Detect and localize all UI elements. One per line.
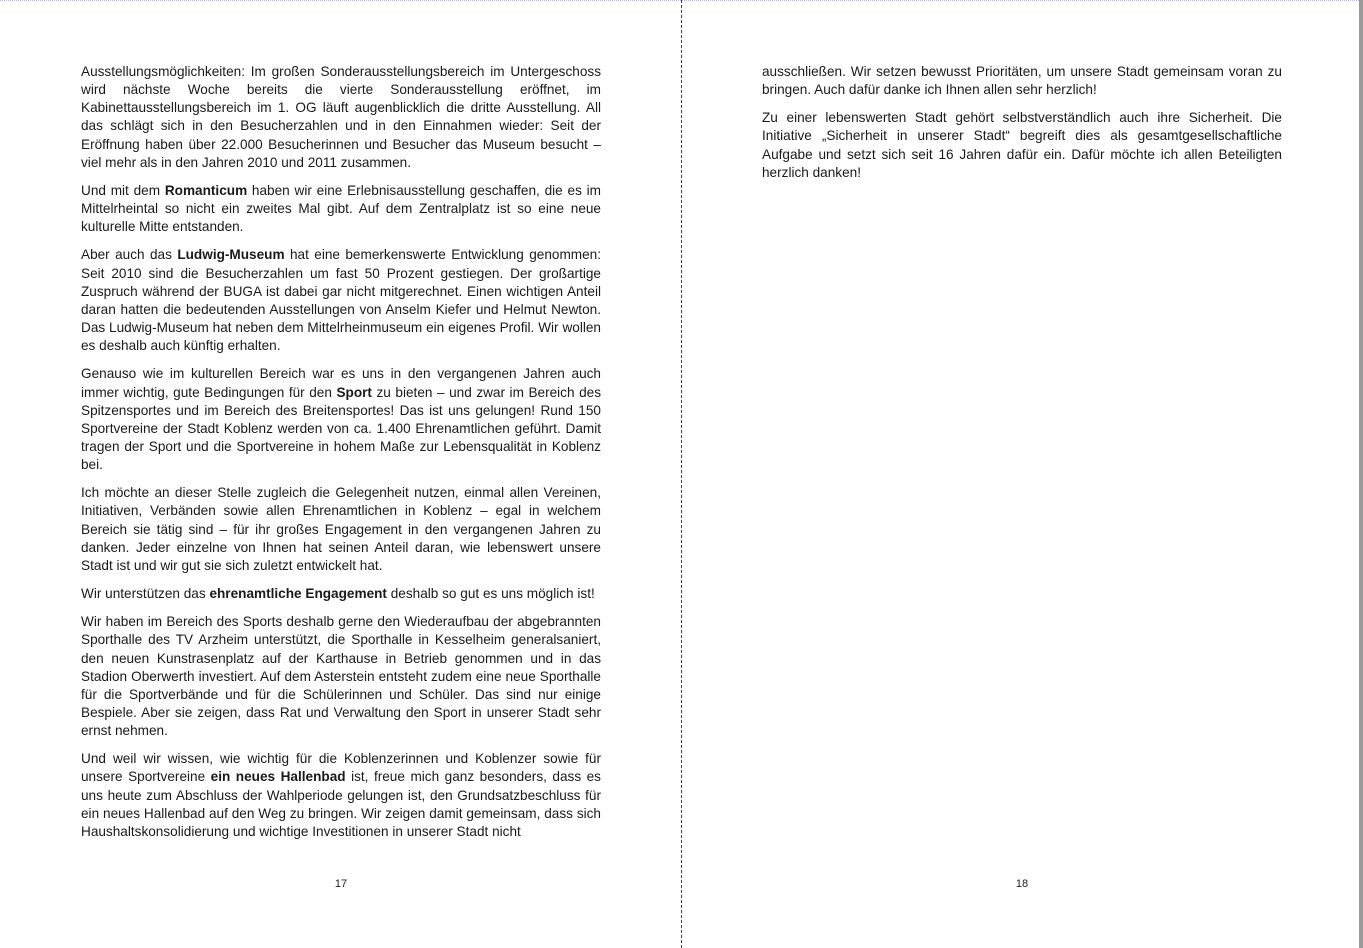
page-number: 17 — [334, 878, 348, 890]
text-run: Genauso wie im kulturellen Bereich war es uns in den vergangenen Jahren auch immer wichtig, gute Bedingungen für den — [81, 366, 601, 400]
text-run: zu bieten – und zwar im Bereich des Spitzensportes und im Bereich des Breitensportes! Das ist uns gelungen! Rund 150 Sportvereine der Stadt Koblenz werden von ca. 1.400 Ehrenamtlichen geführt. Damit tragen der Sport und die Sportvereine in hohem Maße zur Lebensqualität in Koblenz bei. — [81, 384, 601, 473]
paragraph — [81, 246, 601, 355]
text-run: ausschließen. Wir setzen bewusst Prioritäten, um unsere Stadt gemeinsam voran zu bringen. Auch dafür danke ich Ihnen allen sehr herzlich! — [762, 64, 1282, 98]
page-17 — [0, 0, 681, 948]
bold-term-romanticum: Romanticum — [164, 182, 248, 198]
text-run: ist, freue mich ganz besonders, dass es uns heute zum Abschluss der Wahlperiode gelungen ist, den Grundsatzbeschluss für ein neues Hallenbad auf den Weg zu bringen. Wir zeigen damit gemeinsam, dass sich Haushaltskonsolidierung und wichtige Investitionen in unserer Stadt nicht — [81, 769, 601, 839]
text-column — [762, 63, 1282, 192]
paragraph — [81, 63, 601, 172]
text-column — [81, 63, 601, 851]
text-run: Ausstellungsmöglichkeiten: Im großen Sonderausstellungsbereich im Untergeschoss wird nächste Woche bereits die vierte Sonderausstellung eröffnet, im Kabinettausstellungsbereich im 1. OG läuft augenblicklich die dritte Ausstellung. All das schlägt sich in den Besucherzahlen und in den Einnahmen wieder: Seit der Eröffnung haben über 22.000 Besucherinnen und Besucher das Museum besucht – viel mehr als in den Jahren 2010 und 2011 zusammen. — [81, 64, 601, 170]
bold-term-hallenbad: ein neues Hallenbad — [210, 769, 346, 785]
text-run: Wir unterstützen das — [81, 586, 210, 602]
page-18 — [682, 0, 1359, 948]
text-run: deshalb so gut es uns möglich ist! — [386, 586, 595, 602]
text-run: Aber auch das — [81, 247, 178, 263]
paragraph — [81, 365, 601, 474]
paragraph — [81, 750, 601, 841]
text-run: Zu einer lebenswerten Stadt gehört selbstverständlich auch ihre Sicherheit. Die Initiative „Sicherheit in unserer Stadt“ begreift dies als gesamtgesellschaftliche Aufgabe und setzt sich seit 16 Jahren dafür ein. Dafür möchte ich allen Beteiligten herzlich danken! — [762, 110, 1282, 180]
text-run: hat eine bemerkenswerte Entwicklung genommen: Seit 2010 sind die Besucherzahlen um fast 50 Prozent gestiegen. Der großartige Zuspruch während der BUGA ist dabei gar nicht mitgerechnet. Einen wichtigen Anteil daran hatten die bedeutenden Ausstellungen von Anselm Kiefer und Helmut Newton. Das Ludwig-Museum hat neben dem Mittelrheinmuseum ein eigenes Profil. Wir wollen es deshalb auch künftig erhalten. — [81, 247, 601, 354]
text-run: Und weil wir wissen, wie wichtig für die Koblenzerinnen und Koblenzer sowie für unsere Sportvereine — [81, 751, 601, 785]
paragraph — [81, 484, 601, 575]
bold-term-ehrenamtliches-engagement: ehrenamtliche Engagement — [209, 586, 387, 602]
bold-term-ludwig-museum: Ludwig-Museum — [177, 247, 285, 263]
window-edge — [1359, 0, 1363, 948]
paragraph — [81, 182, 601, 236]
text-run: Wir haben im Bereich des Sports deshalb gerne den Wiederaufbau der abgebrannten Sporthalle des TV Arzheim unterstützt, die Sporthalle in Kesselheim generalsaniert, den neuen Kunstrasenplatz auf der Karthause in Betrieb genommen und in das Stadion Oberwerth investiert. Auf dem Asterstein entsteht zudem eine neue Sporthalle für die Sportverbände und für die Schülerinnen und Schüler. Das sind nur einige Bespiele. Aber sie zeigen, dass Rat und Verwaltung den Sport in unserer Stadt sehr ernst nehmen. — [81, 614, 601, 739]
paragraph — [762, 63, 1282, 99]
paragraph — [81, 613, 601, 740]
text-run: Ich möchte an dieser Stelle zugleich die Gelegenheit nutzen, einmal allen Vereinen, Initiativen, Verbänden sowie allen Ehrenamtlichen in Koblenz – egal in welchem Bereich sie tätig sind – für ihr großes Engagement in den vergangenen Jahren zu danken. Jeder einzelne von Ihnen hat seinen Anteil daran, wie lebenswert unsere Stadt ist und wir gut sie sich zuletzt entwickelt hat. — [81, 485, 601, 573]
page-number: 18 — [1015, 878, 1029, 890]
text-run: Und mit dem — [81, 182, 165, 198]
paragraph — [81, 585, 601, 603]
paragraph — [762, 109, 1282, 182]
bold-term-sport: Sport — [336, 384, 372, 400]
text-run: haben wir eine Erlebnisausstellung geschaffen, die es im Mittelrheintal so nicht ein zweites Mal gibt. Auf dem Zentralplatz ist so eine neue kulturelle Mitte entstanden. — [81, 182, 601, 235]
